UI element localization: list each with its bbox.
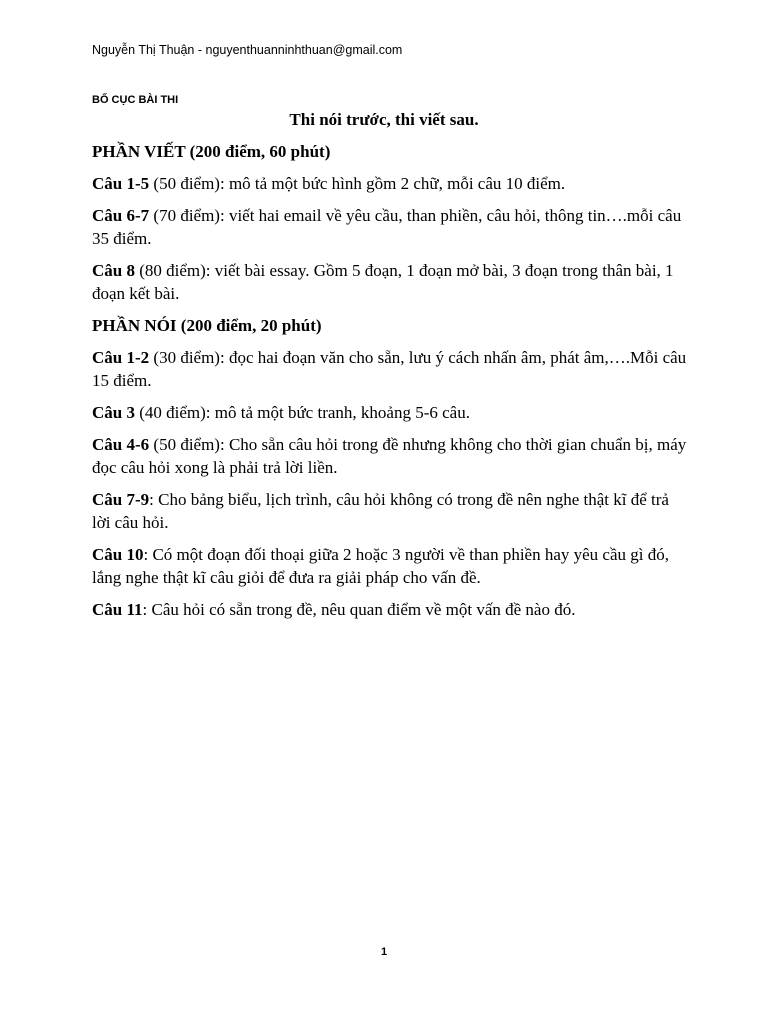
writing-question-8 [92, 259, 688, 305]
speaking-question-4-6 [92, 433, 688, 479]
question-text: : Cho bảng biểu, lịch trình, câu hỏi không có trong đề nên nghe thật kĩ để trả lời câu hỏi. [92, 490, 669, 532]
writing-section-heading [92, 140, 688, 163]
document-body [92, 140, 688, 630]
speaking-section-heading [92, 314, 688, 337]
question-label: Câu 1-2 [92, 348, 150, 367]
speaking-heading-details: (200 điểm, 20 phút) [176, 316, 322, 335]
question-text: (30 điểm): đọc hai đoạn văn cho sẵn, lưu ý cách nhấn âm, phát âm,….Mỗi câu 15 điểm. [92, 348, 687, 390]
writing-question-1-5 [92, 172, 688, 195]
question-label: Câu 1-5 [92, 174, 150, 193]
question-label: Câu 11 [92, 600, 143, 619]
question-text: (50 điểm): mô tả một bức hình gồm 2 chữ, mỗi câu 10 điểm. [149, 174, 566, 193]
speaking-heading-text: PHẦN NÓI [92, 316, 177, 335]
writing-heading-text: PHẦN VIẾT [92, 142, 186, 161]
question-text: (70 điểm): viết hai email về yêu cầu, than phiền, câu hỏi, thông tin….mỗi câu 35 điểm. [92, 206, 682, 248]
speaking-question-10 [92, 543, 688, 589]
question-label: Câu 6-7 [92, 206, 150, 225]
question-label: Câu 4-6 [92, 435, 150, 454]
speaking-question-3 [92, 401, 688, 424]
question-text: (50 điểm): Cho sẵn câu hỏi trong đề nhưng không cho thời gian chuẩn bị, máy đọc câu hỏi xong là phải trả lời liền. [92, 435, 687, 477]
writing-heading-details: (200 điểm, 60 phút) [185, 142, 331, 161]
writing-question-6-7 [92, 204, 688, 250]
question-text: (40 điểm): mô tả một bức tranh, khoảng 5-6 câu. [134, 403, 470, 422]
question-text: : Câu hỏi có sẵn trong đề, nêu quan điểm về một vấn đề nào đó. [142, 600, 576, 619]
speaking-question-11 [92, 598, 688, 621]
question-label: Câu 10 [92, 545, 144, 564]
document-title: Thi nói trước, thi viết sau. [289, 110, 479, 129]
exam-layout-label: BỐ CỤC BÀI THI [92, 94, 179, 106]
speaking-question-1-2 [92, 346, 688, 392]
question-label: Câu 3 [92, 403, 135, 422]
page-number: 1 [380, 946, 388, 958]
speaking-question-7-9 [92, 488, 688, 534]
question-label: Câu 8 [92, 261, 135, 280]
question-text: : Có một đoạn đối thoại giữa 2 hoặc 3 người về than phiền hay yêu cầu gì đó, lắng nghe thật kĩ câu giỏi để đưa ra giải pháp cho vấn đề. [92, 545, 669, 587]
question-label: Câu 7-9 [92, 490, 150, 509]
document-header: Nguyễn Thị Thuận - nguyenthuanninhthuan@gmail.com [92, 43, 403, 57]
question-text: (80 điểm): viết bài essay. Gồm 5 đoạn, 1 đoạn mở bài, 3 đoạn trong thân bài, 1 đoạn kết bài. [92, 261, 674, 303]
